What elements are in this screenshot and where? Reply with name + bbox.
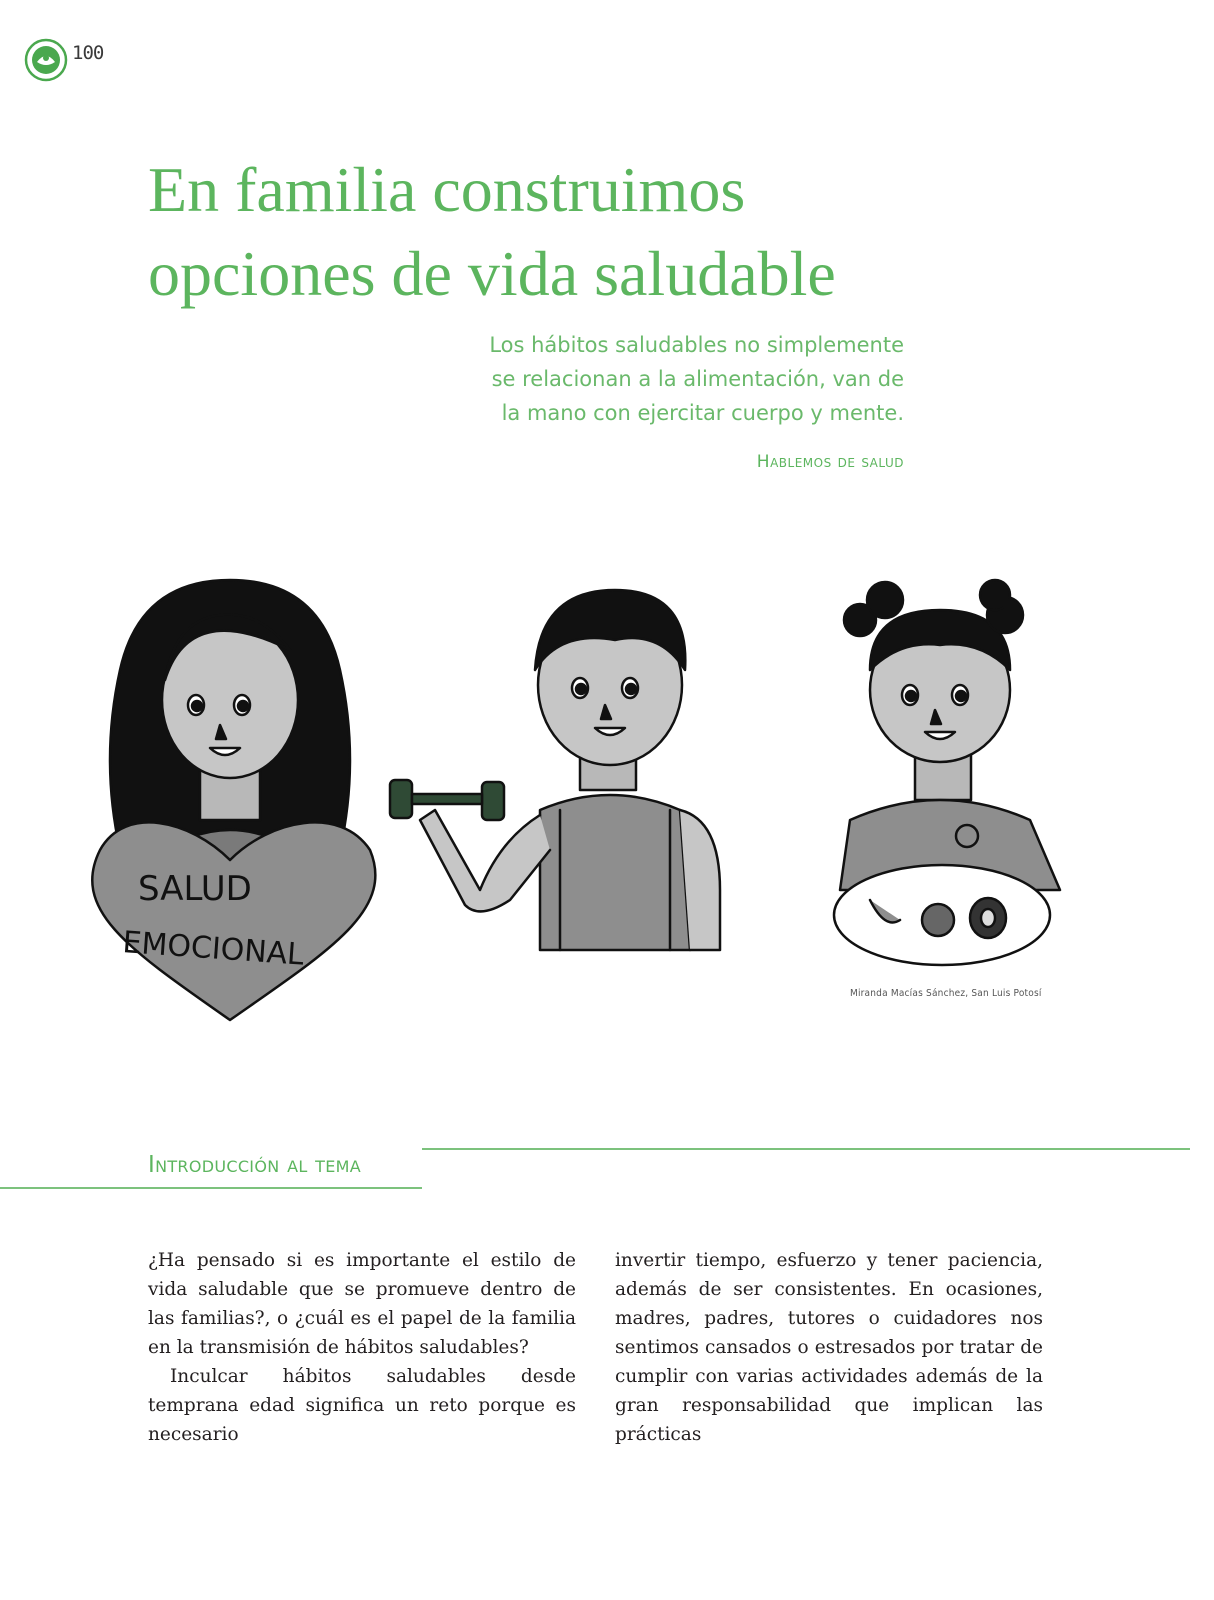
circular-green-emblem-icon: [24, 38, 68, 82]
heart-text-emocional: EMOCIONAL: [121, 925, 305, 973]
illustration-credit: Miranda Macías Sánchez, San Luis Potosí: [850, 988, 1042, 999]
epigraph-line: Los hábitos saludables no simplemente: [489, 333, 904, 357]
page-title: [148, 148, 1048, 316]
section-heading: Introducción al tema: [148, 1152, 362, 1178]
epigraph-line: se relacionan a la alimentación, van de: [491, 367, 904, 391]
epigraph-line: la mano con ejercitar cuerpo y mente.: [501, 401, 904, 425]
boy-exercising-figure: [390, 590, 720, 950]
epigraph-source: Hablemos de salud: [756, 452, 904, 472]
epigraph-quote: [424, 328, 904, 430]
page-number: 100: [72, 42, 104, 64]
body-column-left: [148, 1246, 576, 1449]
body-paragraph: invertir tiempo, esfuerzo y tener paciencia, además de ser consistentes. En ocasiones, madres, padres, tutores o cuidadores nos sentimos cansados o estresados por tratar de cumplir con varias actividades además de la gran responsabilidad que implican las prácticas: [615, 1250, 1043, 1445]
page-title-line: En familia construimos: [148, 154, 746, 225]
body-paragraph: ¿Ha pensado si es importante el estilo de vida saludable que se promueve dentro de las familias?, o ¿cuál es el papel de la familia en la transmisión de hábitos saludables?: [148, 1250, 576, 1358]
body-paragraph: Inculcar hábitos saludables desde temprana edad significa un reto porque es necesario: [148, 1366, 576, 1445]
heart-text-salud: SALUD: [138, 869, 252, 909]
section-divider: [422, 1148, 1190, 1150]
page-title-line: opciones de vida saludable: [148, 238, 836, 309]
section-divider: [0, 1187, 422, 1189]
girl-healthy-eating-figure: [834, 580, 1060, 965]
body-column-right: [615, 1246, 1043, 1449]
family-healthy-habits-illustration: [70, 560, 1080, 1040]
